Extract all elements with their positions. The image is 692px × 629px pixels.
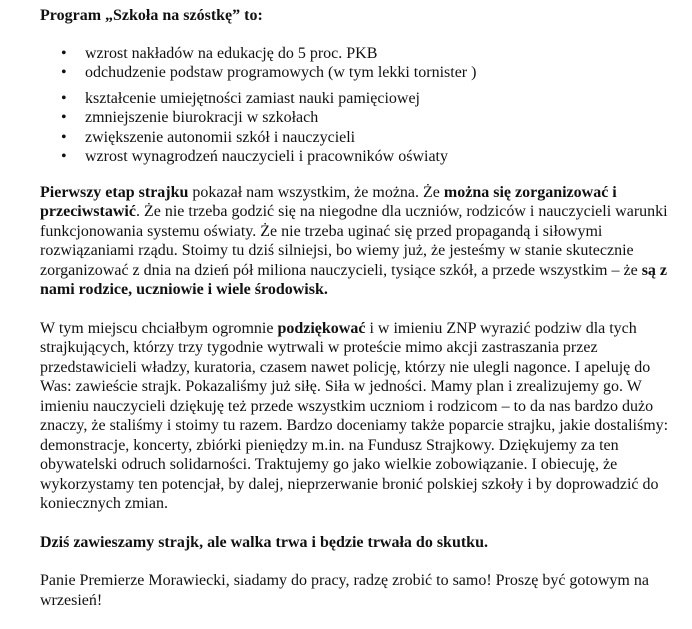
emphasis-thank: podziękować	[277, 319, 366, 337]
emphasis-first-stage: Pierwszy etap strajku	[40, 183, 189, 201]
list-item	[40, 108, 685, 128]
list-item-text: zmniejszenie biurokracji w szkołach	[85, 109, 319, 126]
list-item-text: wzrost wynagrodzeń nauczycieli i pracowników oświaty	[85, 148, 448, 165]
paragraph-text: i w imieniu ZNP wyrazić podziw dla tych strajkujących, którzy trzy tygodnie wytrwali w proteście mimo akcji zastraszania przez przedstawicieli władzy, kuratoria, czasem nawet policję, którzy nie ulegli nagonce. I apeluję do Was: zawieście strajk. Pokazaliśmy już siłę. Siła w jedności. Mamy plan i zrealizujemy go. W imieniu nauczycieli dziękuję też przede wszystkim uczniom i rodzicom – to da nas bardzo dużo znaczy, że staliśmy i stoimy tu razem. Bardzo doceniamy także poparcie strajku, jakie dostaliśmy: demonstracje, koncerty, zbiórki pieniędzy m.in. na Fundusz Strajkowy. Dziękujemy za ten obywatelski odruch solidarności. Traktujemy go jako wielkie zobowiązanie. I obiecuję, że wykorzystamy ten potencjał, by dalej, nieprzerwanie bronić polskiej szkoły i by doprowadzić do koniecznych zmian.	[40, 319, 669, 512]
list-item	[40, 147, 685, 167]
list-item	[40, 63, 685, 83]
paragraph-text: . Że nie trzeba godzić się na niegodne dla uczniów, rodziców i nauczycieli warunki funkcjonowania systemu oświaty. Że nie trzeba uginać się przed propagandą i siłowymi rozwiązaniami rządu. Stoimy tu dziś silniejsi, bo wiemy już, że jesteśmy w stanie skutecznie zorganizować z dnia na dzień pół miliona nauczycieli, tysiące szkół, a przede wszystkim – że	[40, 203, 668, 279]
bullet-dot-icon: •	[61, 109, 67, 126]
paragraph-text: pokazał nam wszystkim, że można. Że	[188, 183, 444, 201]
paragraph-suspend-strike	[40, 533, 685, 553]
bullet-dot-icon: •	[61, 64, 67, 81]
list-item-text: zwiększenie autonomii szkół i nauczycieli	[85, 128, 356, 146]
emphasis-suspend: Dziś zawieszamy strajk, ale walka trwa i będzie trwała do skutku.	[40, 533, 488, 551]
emphasis-organize: można się zorganizować i przeciwstawić	[40, 183, 617, 220]
bullet-dot-icon: •	[61, 89, 67, 107]
paragraph-prime-minister: Panie Premierze Morawiecki, siadamy do pracy, radzę zrobić to samo! Proszę być gotowym na wrzesień!	[40, 572, 649, 609]
bullet-dot-icon: •	[61, 148, 67, 165]
bullet-list-1	[40, 44, 685, 83]
bullet-dot-icon: •	[61, 44, 67, 62]
program-heading: Program „Szkoła na szóstkę” to:	[40, 7, 263, 24]
list-item	[40, 128, 685, 148]
emphasis-with-us: są z nami rodzice, uczniowie i wiele środowisk.	[40, 261, 668, 298]
document-page	[40, 6, 685, 629]
list-item	[40, 44, 685, 64]
paragraph-text: W tym miejscu chciałbym ogromnie	[40, 319, 278, 337]
list-item-text: kształcenie umiejętności zamiast nauki pamięciowej	[85, 89, 420, 107]
list-item-text: wzrost nakładów na edukację do 5 proc. PKB	[85, 44, 378, 62]
list-item	[40, 89, 685, 109]
paragraph-first-stage	[40, 183, 685, 300]
bullet-dot-icon: •	[61, 128, 67, 146]
bullet-list-2	[40, 89, 685, 167]
list-item-text: odchudzenie podstaw programowych (w tym lekki tornister )	[85, 64, 477, 81]
paragraph-thanks	[40, 319, 685, 514]
